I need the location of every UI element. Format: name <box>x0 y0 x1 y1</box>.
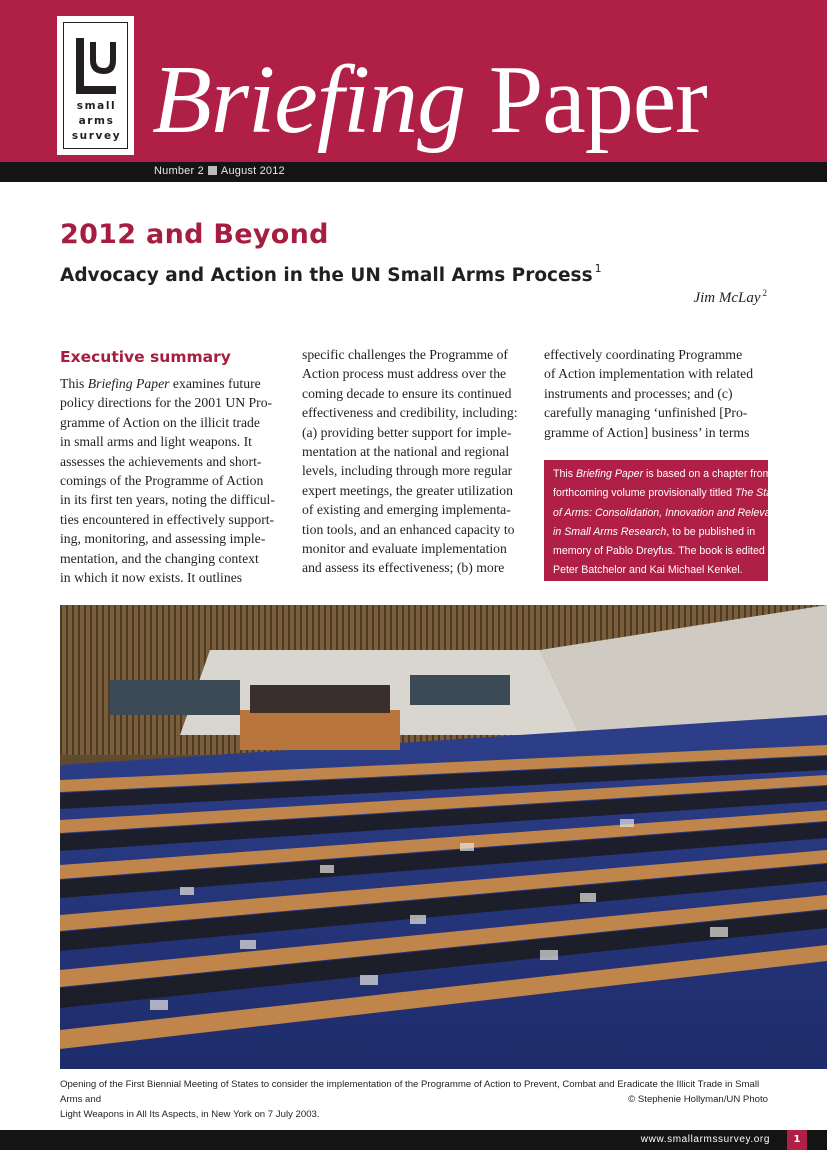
text-line: of Action implementation with related <box>544 366 754 382</box>
column-1 <box>60 345 285 587</box>
text-line: policy directions for the 2001 UN Pro- <box>60 395 273 411</box>
masthead <box>0 0 827 162</box>
small-arms-survey-logo <box>57 16 134 155</box>
article-subtitle: Advocacy and Action in the UN Small Arms Process $^1$ <box>60 262 602 286</box>
text-line: comings of the Programme of Action <box>60 473 264 489</box>
square-separator-icon <box>208 166 217 175</box>
publication-title: Briefing Paper <box>152 46 707 154</box>
column-1-body <box>60 374 285 587</box>
footer-bar <box>0 1130 827 1150</box>
text-line: gramme of Action on the illicit trade <box>60 414 260 430</box>
column-2 <box>302 345 527 578</box>
text-line: levels, including through more regular <box>302 463 513 479</box>
page-number: 1 <box>787 1130 807 1150</box>
text-line: instruments and processes; and (c) <box>544 385 733 401</box>
text-line: assesses the achievements and short- <box>60 453 262 469</box>
text-line: in its first ten years, noting the difficul- <box>60 492 275 508</box>
author-byline: Jim McLay $^2$ <box>693 288 767 306</box>
logo-wordmark: small arms survey <box>71 100 122 142</box>
text-line: Peter Batchelor and Kai Michael Kenkel. <box>553 564 743 577</box>
text-line: ing, monitoring, and assessing imple- <box>60 531 266 547</box>
text-line: expert meetings, the greater utilization <box>302 482 513 498</box>
website-url: www.smallarmssurvey.org <box>640 1134 770 1145</box>
text-line: mentation at the national and regional <box>302 444 510 460</box>
column-3 <box>544 345 769 442</box>
source-note-box <box>544 460 788 581</box>
text-line: This Briefing Paper is based on a chapter from a <box>553 468 781 480</box>
issue-number: Number 2 <box>154 165 204 177</box>
text-line: in which it now exists. It outlines <box>60 570 243 586</box>
photo-caption: Opening of the First Biennial Meeting of States to consider the implementation of the Programme of Action to Prevent, Combat and Eradicate the Illicit Trade in Small Arms and Light Weapons in All Its Aspects, in New York on 7 July 2003. © Stephenie Hollyman/UN Photo <box>60 1079 768 1120</box>
text-line: carefully managing ‘unfinished [Pro- <box>544 405 748 421</box>
text-line: tion tools, and an enhanced capacity to <box>302 521 515 537</box>
text-line: and assess its effectiveness; (b) more <box>302 560 505 576</box>
text-line: memory of Pablo Dreyfus. The book is edited by <box>553 545 779 558</box>
text-line: Action process must address over the <box>302 366 507 382</box>
text-line: ties encountered in effectively support- <box>60 511 275 527</box>
text-line: of Arms: Consolidation, Innovation and Relevance <box>553 506 788 519</box>
text-line: (a) providing better support for imple- <box>302 424 512 440</box>
text-line: effectiveness and credibility, including: <box>302 405 518 421</box>
footnote-ref: 2 <box>762 288 767 298</box>
conference-photo <box>60 605 827 1069</box>
text-line: in Small Arms Research, to be published in <box>553 525 756 538</box>
text-line: of existing and emerging implementa- <box>302 502 511 518</box>
article-title: 2012 and Beyond <box>60 219 329 250</box>
section-heading: Executive summary <box>60 348 231 366</box>
meeting-hall-image <box>60 605 827 1069</box>
logo-mark-icon <box>76 38 116 94</box>
text-line: This Briefing Paper examines future <box>60 376 261 391</box>
photo-credit: © Stephenie Hollyman/UN Photo <box>628 1094 768 1105</box>
text-line: in small arms and light weapons. It <box>60 434 252 450</box>
text-line: monitor and evaluate implementation <box>302 541 507 557</box>
text-line: coming decade to ensure its continued <box>302 385 512 401</box>
issue-info <box>154 165 285 177</box>
issue-date: August 2012 <box>220 165 285 177</box>
text-line: gramme of Action] business’ in terms <box>544 424 750 440</box>
text-line: specific challenges the Programme of <box>302 347 508 362</box>
issue-bar <box>0 162 827 182</box>
text-line: mentation, and the changing context <box>60 550 259 566</box>
text-line: effectively coordinating Programme <box>544 347 743 362</box>
footnote-ref: 1 <box>594 262 602 275</box>
text-line: forthcoming volume provisionally titled The State <box>553 487 781 500</box>
